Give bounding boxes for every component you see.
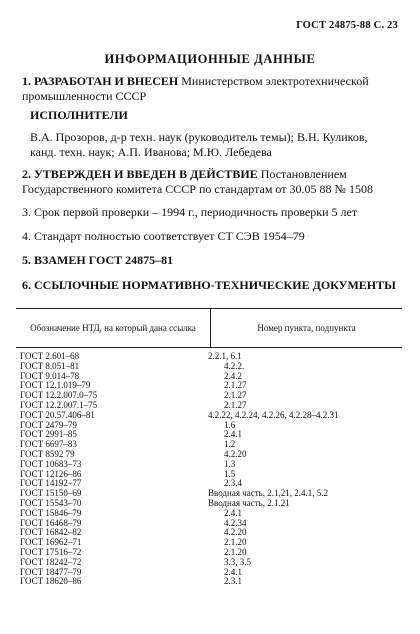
page-title: ИНФОРМАЦИОННЫЕ ДАННЫЕ bbox=[104, 52, 316, 66]
section-1-heading: РАЗРАБОТАН И ВНЕСЕН bbox=[34, 74, 179, 88]
row-document: ГОСТ 18242–72 bbox=[20, 556, 82, 567]
section-2-bold bbox=[22, 167, 261, 181]
table-row bbox=[20, 421, 400, 431]
row-clause: 4.2.20 bbox=[224, 448, 247, 459]
row-clause: 2.3.1 bbox=[224, 576, 242, 587]
row-clause: 1.5 bbox=[224, 468, 236, 479]
row-document: ГОСТ 10683–73 bbox=[20, 458, 82, 469]
executors-label: ИСПОЛНИТЕЛИ bbox=[30, 108, 128, 122]
row-clause: 4.2.20 bbox=[224, 527, 247, 538]
column-header-clause: Номер пункта, подпункта bbox=[211, 309, 403, 348]
table-row bbox=[20, 430, 400, 440]
row-clause: 2.1.27 bbox=[224, 390, 247, 401]
column-header-document: Обозначение НТД, на который дана ссылка bbox=[16, 309, 211, 348]
row-clause: Вводная часть, 2.1.21 bbox=[208, 497, 290, 508]
row-document: ГОСТ 17516–72 bbox=[20, 546, 82, 557]
section-1-number: 1. bbox=[22, 74, 31, 88]
row-clause: 1.6 bbox=[224, 419, 236, 430]
row-document: ГОСТ 18620–86 bbox=[20, 576, 82, 587]
section-2-number: 2. bbox=[22, 167, 31, 181]
row-document: ГОСТ 2.601–68 bbox=[20, 351, 80, 361]
row-document: ГОСТ 6697–83 bbox=[20, 439, 77, 450]
row-clause: 4.2.22, 4.2.24, 4.2.26, 4.2.28–4.2.31 bbox=[208, 409, 339, 420]
row-clause: 2.1.20 bbox=[224, 546, 247, 557]
row-clause: 2.4.1 bbox=[224, 566, 242, 577]
row-clause: 2.4.1 bbox=[224, 507, 242, 518]
section-1 bbox=[22, 74, 396, 104]
row-clause: 2.4.2 bbox=[224, 370, 242, 381]
section-1-text: Министерством электротехнической промышленности СССР bbox=[22, 74, 369, 103]
page-header: ГОСТ 24875-88 С. 23 bbox=[296, 20, 398, 31]
row-document: ГОСТ 2991–85 bbox=[20, 429, 77, 440]
row-document: ГОСТ 8592 79 bbox=[20, 448, 75, 459]
section-4: 4. Стандарт полностью соответствует СТ СЭВ 1954–79 bbox=[22, 229, 305, 243]
section-2-heading: УТВЕРЖДЕН И ВВЕДЕН В ДЕЙСТВИЕ bbox=[34, 167, 258, 181]
row-document: ГОСТ 18477–79 bbox=[20, 566, 82, 577]
section-2 bbox=[22, 167, 396, 197]
section-2-text: Постановлением Государственного комитета СССР по стандартам от 30.05 88 № 1508 bbox=[22, 167, 373, 196]
row-clause: 4.2.2. bbox=[224, 360, 245, 371]
row-document: ГОСТ 15150–69 bbox=[20, 488, 82, 499]
table-row bbox=[20, 577, 400, 587]
row-document: ГОСТ 15846–79 bbox=[20, 507, 82, 518]
row-document: ГОСТ 20.57.406–81 bbox=[20, 409, 95, 420]
row-document: ГОСТ 12.1.019–79 bbox=[20, 380, 91, 391]
row-clause: 2.1.20 bbox=[224, 537, 247, 548]
row-clause: 1.2 bbox=[224, 439, 236, 450]
row-document: ГОСТ 8.051–81 bbox=[20, 360, 80, 371]
row-document: ГОСТ 2479–79 bbox=[20, 419, 77, 430]
section-1-bold bbox=[22, 74, 181, 88]
row-clause: 3.3, 3.5 bbox=[224, 556, 251, 567]
row-document: ГОСТ 12.2.007.1–75 bbox=[20, 399, 98, 410]
row-document: ГОСТ 12.2.007.0–75 bbox=[20, 390, 98, 401]
row-document: ГОСТ 15543–70 bbox=[20, 497, 82, 508]
row-document: ГОСТ 16962–71 bbox=[20, 537, 82, 548]
reference-table-header bbox=[16, 308, 402, 348]
row-document: ГОСТ 14192–77 bbox=[20, 478, 82, 489]
row-clause: 2.1.27 bbox=[224, 399, 247, 410]
row-document: ГОСТ 16842–82 bbox=[20, 527, 82, 538]
section-5: 5. ВЗАМЕН ГОСТ 24875–81 bbox=[22, 253, 174, 267]
section-6: 6. ССЫЛОЧНЫЕ НОРМАТИВНО-ТЕХНИЧЕСКИЕ ДОКУМЕНТЫ bbox=[22, 278, 396, 292]
row-clause: 4.2.34 bbox=[224, 517, 247, 528]
row-document: ГОСТ 9.014–78 bbox=[20, 370, 80, 381]
table-row bbox=[20, 440, 400, 450]
row-clause: 2.2.1, 6.1 bbox=[208, 351, 242, 361]
reference-table-body bbox=[20, 352, 400, 587]
row-document: ГОСТ 16468–79 bbox=[20, 517, 82, 528]
section-3: 3. Срок первой проверки – 1994 г., периодичность проверки 5 лет bbox=[22, 205, 358, 219]
row-document: ГОСТ 12126–86 bbox=[20, 468, 82, 479]
row-clause: 2.3.4 bbox=[224, 478, 242, 489]
table-row bbox=[20, 411, 400, 421]
executors-text: В.А. Прозоров, д-р техн. наук (руководитель темы); В.Н. Куликов, канд. техн. наук; А.П. Иванова; М.Ю. Лебедева bbox=[30, 130, 368, 159]
row-clause: Вводная часть, 2.1,21, 2.4.1, 5.2 bbox=[208, 488, 329, 499]
row-clause: 1.3 bbox=[224, 458, 236, 469]
row-clause: 2.4.1 bbox=[224, 429, 242, 440]
row-clause: 2.1.27 bbox=[224, 380, 247, 391]
